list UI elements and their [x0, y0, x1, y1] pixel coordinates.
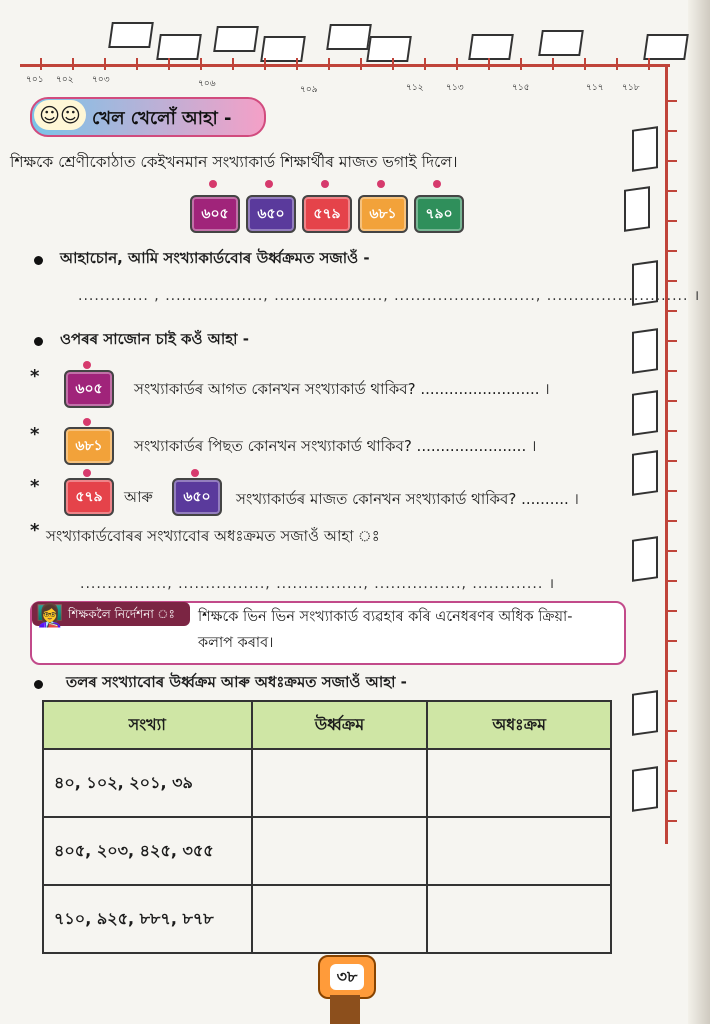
star-icon: * — [30, 476, 40, 497]
descending-answer-cell[interactable] — [427, 749, 611, 817]
activity-title: খেল খেলোঁ আহা - — [92, 108, 232, 129]
number-card: ৬৮১ — [64, 427, 114, 465]
ascending-answer-cell[interactable] — [252, 817, 428, 885]
ruler-flag — [468, 34, 514, 60]
ruler-flag — [632, 126, 658, 172]
card-hanger-icon — [191, 469, 199, 477]
number-line-top — [20, 64, 670, 67]
numbers-cell: ৪০, ১০২, ২০১, ৩৯ — [43, 749, 252, 817]
card-hanger-icon — [265, 180, 273, 188]
number-line-right — [665, 64, 668, 844]
descending-answer-cell[interactable] — [427, 817, 611, 885]
card-hanger-icon — [377, 180, 385, 188]
number-card: ৬৫০ — [246, 195, 296, 233]
numbers-cell: ৭১০, ৯২৫, ৮৮৭, ৮৭৮ — [43, 885, 252, 953]
table-row — [43, 885, 611, 953]
ruler-label: ৭১৫ — [512, 83, 530, 93]
ruler-label: ৭০২ — [56, 75, 74, 85]
ruler-flag — [538, 30, 584, 56]
answer-blanks[interactable]: ............. , .................., ...................., .........................., .......................... । — [78, 288, 701, 304]
card-hanger-icon — [433, 180, 441, 188]
question-sort-table: তলৰ সংখ্যাবোৰ উৰ্ধ্বক্ৰম আৰু অধঃক্ৰমত সজাওঁ আহা - — [66, 673, 407, 691]
teacher-instruction-tag: শিক্ষকলৈ নিৰ্দেশনা ঃ — [32, 602, 190, 626]
ruler-flag — [632, 690, 658, 736]
card-hanger-icon — [321, 180, 329, 188]
ruler-flag — [632, 328, 658, 374]
ascending-answer-cell[interactable] — [252, 885, 428, 953]
ruler-label: ৭০৬ — [198, 79, 216, 89]
number-card: ৬০৫ — [64, 370, 114, 408]
ruler-flag — [624, 186, 650, 232]
number-card: ৬৮১ — [358, 195, 408, 233]
question-after-card: সংখ্যাকাৰ্ডৰ পিছত কোনখন সংখ্যাকাৰ্ড থাকিব? ....................... । — [134, 437, 537, 455]
ruler-flag — [260, 36, 306, 62]
table-row — [43, 817, 611, 885]
question-look-arrangement: ওপৰৰ সাজোন চাই কওঁ আহা - — [60, 330, 249, 348]
intro-text: শিক্ষকে শ্ৰেণীকোঠাত কেইখনমান সংখ্যাকাৰ্ড শিক্ষাৰ্থীৰ মাজত ভগাই দিলে। — [10, 153, 458, 171]
bullet-icon — [34, 337, 43, 346]
ruler-flag — [326, 24, 372, 50]
star-icon: * — [30, 424, 40, 445]
card-hanger-icon — [83, 469, 91, 477]
ruler-flag — [632, 450, 658, 496]
teacher-instruction-line2: কলাপ কৰাব। — [198, 635, 274, 651]
number-card: ৫৭৯ — [302, 195, 352, 233]
numbers-cell: ৪০৫, ২০৩, ৪২৫, ৩৫৫ — [43, 817, 252, 885]
sorting-table — [42, 700, 612, 954]
descending-answer-cell[interactable] — [427, 885, 611, 953]
ascending-answer-cell[interactable] — [252, 749, 428, 817]
page-edge — [688, 0, 710, 1024]
number-card: ৫৭৯ — [64, 478, 114, 516]
ruler-flag — [632, 766, 658, 812]
bullet-icon — [34, 680, 43, 689]
table-header-row — [43, 701, 611, 749]
ruler-label: ৭০১ — [26, 75, 44, 85]
conjunction-text: আৰু — [124, 488, 153, 506]
question-before-card: সংখ্যাকাৰ্ডৰ আগত কোনখন সংখ্যাকাৰ্ড থাকিব? ......................... । — [134, 380, 550, 398]
page-number: ৩৮ — [330, 964, 364, 990]
ruler-flag — [643, 34, 689, 60]
column-header-ascending: উৰ্ধ্বক্ৰম — [252, 701, 428, 749]
star-icon: * — [30, 366, 40, 387]
ruler-label: ৭১৮ — [622, 83, 640, 93]
number-card: ৬০৫ — [190, 195, 240, 233]
teacher-instruction-line1: শিক্ষকে ভিন ভিন সংখ্যাকাৰ্ড ব্যৱহাৰ কৰি এনেধৰণৰ অধিক ক্ৰিয়া- — [198, 609, 573, 625]
ruler-flag — [366, 36, 412, 62]
teacher-icon: 👩‍🏫 — [36, 604, 64, 629]
page-number-stem — [330, 995, 360, 1024]
ruler-flag — [632, 536, 658, 582]
question-descending-cards: সংখ্যাকাৰ্ডবোৰৰ সংখ্যাবোৰ অধঃক্ৰমত সজাওঁ আহা ঃ — [46, 527, 380, 545]
ruler-label: ৭১৭ — [586, 83, 604, 93]
number-card: ৬৫০ — [172, 478, 222, 516]
bullet-icon — [34, 256, 43, 265]
ruler-flag — [632, 390, 658, 436]
card-hanger-icon — [209, 180, 217, 188]
question-between-cards: সংখ্যাকাৰ্ডৰ মাজত কোনখন সংখ্যাকাৰ্ড থাকিব? .......... । — [236, 490, 579, 508]
ruler-label: ৭১২ — [406, 83, 424, 93]
ruler-flag — [108, 22, 154, 48]
answer-blanks[interactable]: ................, ................, ................, ................, ............. । — [80, 576, 556, 592]
question-ascending-cards: আহাচোন, আমি সংখ্যাকাৰ্ডবোৰ উৰ্ধ্বক্ৰমত সজাওঁ - — [60, 249, 370, 267]
ruler-label: ৭০৯ — [300, 85, 318, 95]
ruler-label: ৭০৩ — [92, 75, 110, 85]
card-hanger-icon — [83, 361, 91, 369]
children-icon: ☺☺ — [34, 100, 86, 130]
ruler-label: ৭১৩ — [446, 83, 464, 93]
column-header-descending: অধঃক্ৰম — [427, 701, 611, 749]
star-icon: * — [30, 520, 40, 541]
card-hanger-icon — [83, 418, 91, 426]
table-row — [43, 749, 611, 817]
number-card: ৭৯০ — [414, 195, 464, 233]
ruler-flag — [213, 26, 259, 52]
ruler-flag — [156, 34, 202, 60]
page-number-badge — [318, 955, 376, 999]
column-header-numbers: সংখ্যা — [43, 701, 252, 749]
